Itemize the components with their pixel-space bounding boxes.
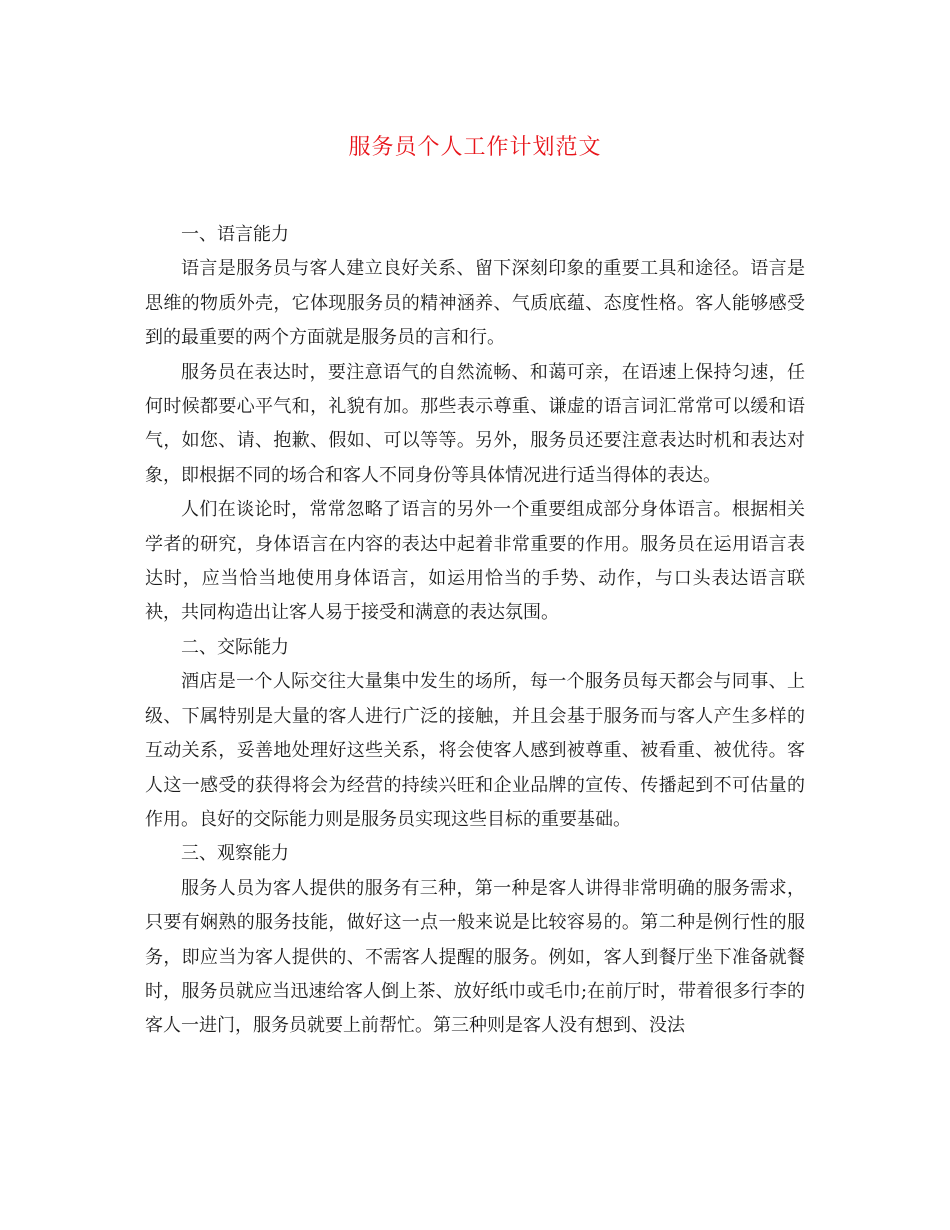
section-heading-language: 一、语言能力 [181, 224, 289, 245]
section-heading-observation: 三、观察能力 [181, 843, 289, 865]
section-heading-social: 二、交际能力 [181, 636, 289, 658]
paragraph: 服务员在表达时，要注意语气的自然流畅、和蔼可亲，在语速上保持匀速，任何时候都要心平气和，礼貌有加。那些表示尊重、谦虚的语言词汇常常可以缓和语气，如您、请、抱歉、假如、可以等等。另外，服务员还要注意表达时机和表达对象，即根据不同的场合和客人不同身份等具体情况进行适当得体的表达。 [145, 361, 805, 486]
paragraph: 酒店是一个人际交往大量集中发生的场所，每一个服务员每天都会与同事、上级、下属特别是大量的客人进行广泛的接触，并且会基于服务而与客人产生多样的互动关系，妥善地处理好这些关系，将会使客人感到被尊重、被看重、被优待。客人这一感受的获得将会为经营的持续兴旺和企业品牌的宣传、传播起到不可估量的作用。良好的交际能力则是服务员实现这些目标的重要基础。 [145, 671, 805, 830]
document-title: 服务员个人工作计划范文 [348, 135, 602, 160]
paragraph: 语言是服务员与客人建立良好关系、留下深刻印象的重要工具和途径。语言是思维的物质外壳，它体现服务员的精神涵养、气质底蕴、态度性格。客人能够感受到的最重要的两个方面就是服务员的言和行。 [145, 258, 805, 349]
document-body [145, 218, 805, 1044]
paragraph: 服务人员为客人提供的服务有三种，第一种是客人讲得非常明确的服务需求，只要有娴熟的服务技能，做好这一点一般来说是比较容易的。第二种是例行性的服务，即应当为客人提供的、不需客人提醒的服务。例如，客人到餐厅坐下准备就餐时，服务员就应当迅速给客人倒上茶、放好纸巾或毛巾;在前厅时，带着很多行李的客人一进门，服务员就要上前帮忙。第三种则是客人没有想到、没法 [145, 877, 805, 1037]
paragraph: 人们在谈论时，常常忽略了语言的另外一个重要组成部分身体语言。根据相关学者的研究，身体语言在内容的表达中起着非常重要的作用。服务员在运用语言表达时，应当恰当地使用身体语言，如运用恰当的手势、动作，与口头表达语言联袂，共同构造出让客人易于接受和满意的表达氛围。 [145, 499, 805, 624]
